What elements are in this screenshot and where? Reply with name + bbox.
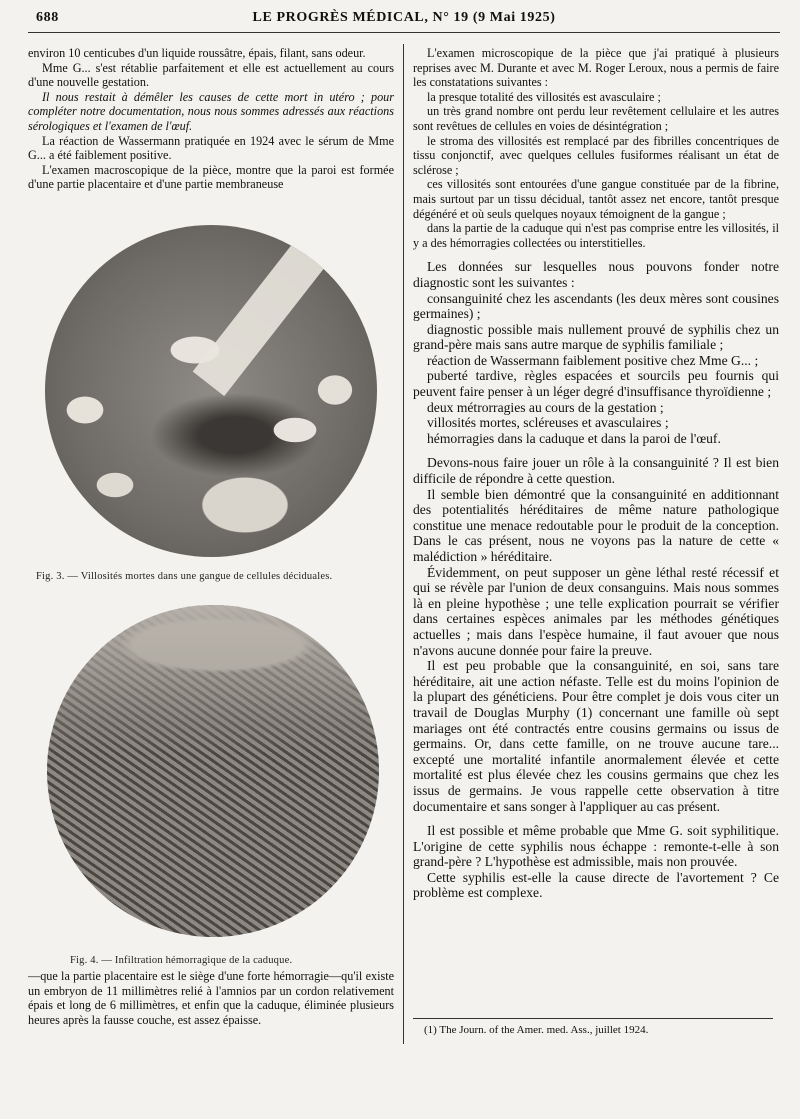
column-divider bbox=[403, 44, 404, 1044]
footnote: (1) The Journ. of the Amer. med. Ass., juillet 1924. bbox=[424, 1024, 649, 1036]
paragraph: Il est peu probable que la consanguinité, en soi, sans tare héréditaire, ait une action néfaste. Telle est du moins l'opinion de la plupart des généticiens. Pour être complet je dois vous citer un travail de Douglas Murphy (1) concernant une famille où sept mariages ont été contractés entre cousins germains ou issus de germains. Or, dans cette famille, on ne trouve aucune tare... excepté une mortalité infantile anormalement élevée et cette mortalité est plus élevée chez les cousins germains que chez les issus de germains. Je vous rappelle cette observation à titre documentaire et sans songer à l'appliquer au cas présent. bbox=[413, 658, 779, 814]
paragraph: dans la partie de la caduque qui n'est pas comprise entre les villosités, il y a des hémorragies collectées ou interstitielles. bbox=[413, 221, 779, 250]
paragraph: —que la partie placentaire est le siège d'une forte hémorragie—qu'il existe un embryon de 11 millimètres relié à l'amnios par un cordon relativement épais et long de 6 millimètres, et enfin que la caduque, éliminée plusieurs heures après la fausse couche, est assez épaisse. bbox=[28, 969, 394, 1027]
header-rule bbox=[28, 32, 780, 33]
list-item: consanguinité chez les ascendants (les deux mères sont cousines germaines) ; bbox=[413, 290, 779, 322]
list-item: diagnostic possible mais nullement prouvé de syphilis chez un grand-père mais sans autre marque de syphilis familiale ; bbox=[413, 321, 779, 353]
running-title: LE PROGRÈS MÉDICAL, N° 19 (9 Mai 1925) bbox=[252, 10, 556, 25]
paragraph: Cette syphilis est-elle la cause directe de l'avortement ? Ce problème est complexe. bbox=[413, 869, 779, 901]
page-header bbox=[36, 10, 772, 30]
list-item: hémorragies dans la caduque et dans la paroi de l'œuf. bbox=[427, 430, 721, 446]
paragraph: Il nous restait à démêler les causes de cette mort in utéro ; pour compléter notre documentation, nous nous sommes adressés aux réactions sérologiques et l'examen de l'œuf. bbox=[28, 89, 394, 133]
page-number: 688 bbox=[36, 10, 59, 25]
paragraph: environ 10 centicubes d'un liquide roussâtre, épais, filant, sans odeur. bbox=[28, 46, 366, 60]
paragraph: Mme G... s'est rétablie parfaitement et elle est actuellement au cours d'une nouvelle gestation. bbox=[28, 60, 394, 90]
paragraph: le stroma des villosités est remplacé par des fibrilles concentriques de tissu conjonctif, avec quelques cellules fusiformes réalisant un état de sclérose ; bbox=[413, 133, 779, 177]
paragraph: L'examen microscopique de la pièce que j'ai pratiqué à plusieurs reprises avec M. Durante et avec M. Roger Leroux, nous a permis de faire les constatations suivantes : bbox=[413, 46, 779, 90]
paragraph: Devons-nous faire jouer un rôle à la consanguinité ? Il est bien difficile de répondre à cette question. bbox=[413, 455, 779, 487]
paragraph: Les données sur lesquelles nous pouvons fonder notre diagnostic sont les suivantes : bbox=[413, 259, 779, 290]
list-item: réaction de Wassermann faiblement positive chez Mme G... ; bbox=[427, 352, 759, 368]
footnote-rule bbox=[413, 1018, 773, 1019]
paragraph: Il est possible et même probable que Mme G. soit syphilitique. L'origine de cette syphilis nous échappe : remonte-t-elle à son grand-père ? L'hypothèse est admissible, mais non prouvée. bbox=[413, 823, 779, 870]
left-column-top bbox=[28, 46, 394, 192]
paragraph: la presque totalité des villosités est avasculaire ; bbox=[427, 89, 661, 104]
figure-4-caption: Fig. 4. — Infiltration hémorragique de la caduque. bbox=[70, 955, 293, 966]
left-column-bottom bbox=[28, 969, 394, 1027]
paragraph: ces villosités sont entourées d'une gangue constituée par de la fibrine, mais surtout par un tissu décidual, tantôt assez net encore, tantôt presque dégénéré et où seuls quelques noyaux témoignent de la gangue ; bbox=[413, 177, 779, 221]
micrograph-figure-3 bbox=[45, 225, 377, 557]
paragraph: La réaction de Wassermann pratiquée en 1924 avec le sérum de Mme G... a été faiblement positive. bbox=[28, 133, 394, 163]
list-item: puberté tardive, règles espacées et sourcils peu fournis qui peuvent faire penser à un léger degré d'insuffisance thyroïdienne ; bbox=[413, 368, 779, 400]
list-item: villosités mortes, scléreuses et avasculaires ; bbox=[427, 415, 669, 431]
paragraph: Il semble bien démontré que la consanguinité en additionnant des potentialités héréditaires de même nature pathologique constitue une menace redoutable pour le produit de la conception. Dans le cas présent, nous ne voyons pas la nature de cette « malédiction » héréditaire. bbox=[413, 486, 779, 564]
paragraph: un très grand nombre ont perdu leur revêtement cellulaire et les autres sont revêtues de cellules en voies de désintégration ; bbox=[413, 104, 779, 133]
figure-3-caption: Fig. 3. — Villosités mortes dans une gangue de cellules déciduales. bbox=[36, 571, 333, 582]
paragraph: L'examen macroscopique de la pièce, montre que la paroi est formée d'une partie placentaire et d'une partie membraneuse bbox=[28, 162, 394, 192]
paragraph: Évidemment, on peut supposer un gène léthal resté récessif et qui se révèle par l'union de deux consanguins. Mais nous sommes là en pleine hypothèse ; une telle explication pourrait se vérifier dans certaines espèces animales par les méthodes génétiques actuelles ; mais dans l'espèce humaine, il faut avouer que nous n'avons aucune donnée pour faire la preuve. bbox=[413, 564, 779, 658]
list-item: deux métrorragies au cours de la gestation ; bbox=[427, 399, 664, 415]
micrograph-figure-4 bbox=[47, 605, 379, 937]
right-column bbox=[413, 46, 779, 901]
